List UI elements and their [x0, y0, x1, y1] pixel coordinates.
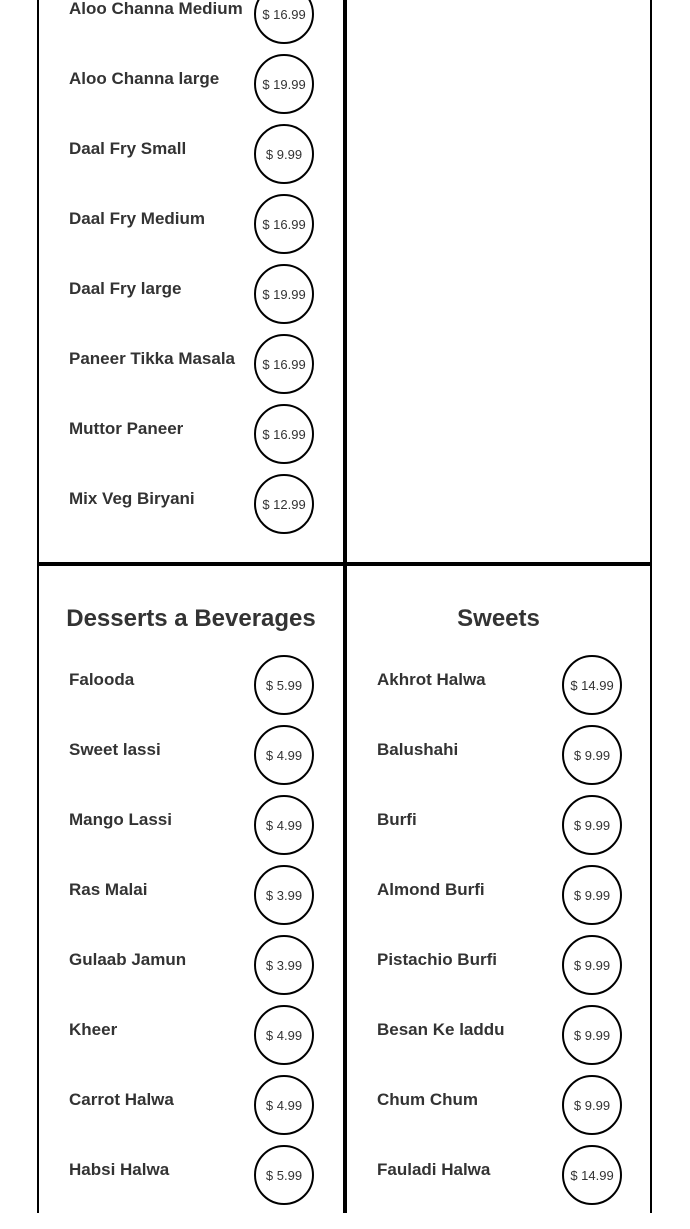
price-badge: $ 14.99	[562, 655, 622, 715]
item-name: Almond Burfi	[377, 880, 485, 899]
section-title: Desserts a Beverages	[66, 605, 316, 632]
item-name: Daal Fry large	[69, 279, 182, 298]
price-badge: $ 9.99	[562, 1005, 622, 1065]
menu-item	[39, 1159, 319, 1229]
item-name: Besan Ke laddu	[377, 1020, 505, 1039]
price-badge: $ 4.99	[254, 1005, 314, 1065]
item-name: Kheer	[69, 1020, 118, 1039]
price-badge: $ 14.99	[562, 1145, 622, 1205]
price-badge: $ 9.99	[562, 795, 622, 855]
item-name: Gulaab Jamun	[69, 950, 187, 969]
item-name: Muttor Paneer	[69, 419, 184, 438]
sweets-panel	[347, 566, 650, 1213]
item-name: Pistachio Burfi	[377, 950, 497, 969]
item-name: Balushahi	[377, 740, 459, 759]
price-badge: $ 4.99	[254, 1075, 314, 1135]
price-badge: $ 19.99	[254, 264, 314, 324]
item-name: Ras Malai	[69, 880, 148, 899]
price-badge: $ 12.99	[254, 474, 314, 534]
desserts-panel	[39, 566, 343, 1213]
price-badge: $ 9.99	[562, 725, 622, 785]
item-name: Habsi Halwa	[69, 1160, 170, 1179]
item-name: Akhrot Halwa	[377, 670, 486, 689]
item-name: Paneer Tikka Masala	[69, 349, 236, 368]
item-name: Aloo Channa large	[69, 69, 220, 88]
item-name: Falooda	[69, 670, 135, 689]
item-name: Sweet lassi	[69, 740, 161, 759]
price-badge: $ 5.99	[254, 655, 314, 715]
item-name: Daal Fry Medium	[69, 209, 206, 228]
section-title: Sweets	[457, 605, 540, 632]
price-badge: $ 4.99	[254, 795, 314, 855]
price-badge: $ 5.99	[254, 1145, 314, 1205]
item-name: Aloo Channa Medium	[69, 0, 243, 18]
menu-item	[347, 1159, 627, 1229]
right-border	[650, 0, 652, 1213]
price-badge: $ 16.99	[254, 334, 314, 394]
item-name: Mango Lassi	[69, 810, 172, 829]
item-name: Daal Fry Small	[69, 139, 187, 158]
price-badge: $ 3.99	[254, 935, 314, 995]
main-dishes-panel	[39, 0, 343, 562]
price-badge: $ 9.99	[562, 935, 622, 995]
price-badge: $ 4.99	[254, 725, 314, 785]
price-badge: $ 16.99	[254, 194, 314, 254]
price-badge: $ 9.99	[562, 865, 622, 925]
item-name: Mix Veg Biryani	[69, 489, 195, 508]
item-name: Chum Chum	[377, 1090, 479, 1109]
item-name: Burfi	[377, 810, 417, 829]
item-name: Carrot Halwa	[69, 1090, 174, 1109]
price-badge: $ 9.99	[254, 124, 314, 184]
price-badge: $ 16.99	[254, 404, 314, 464]
price-badge: $ 9.99	[562, 1075, 622, 1135]
price-badge: $ 3.99	[254, 865, 314, 925]
price-badge: $ 19.99	[254, 54, 314, 114]
menu-item	[39, 488, 319, 558]
price-badge: $ 16.99	[254, 0, 314, 44]
item-name: Fauladi Halwa	[377, 1160, 491, 1179]
